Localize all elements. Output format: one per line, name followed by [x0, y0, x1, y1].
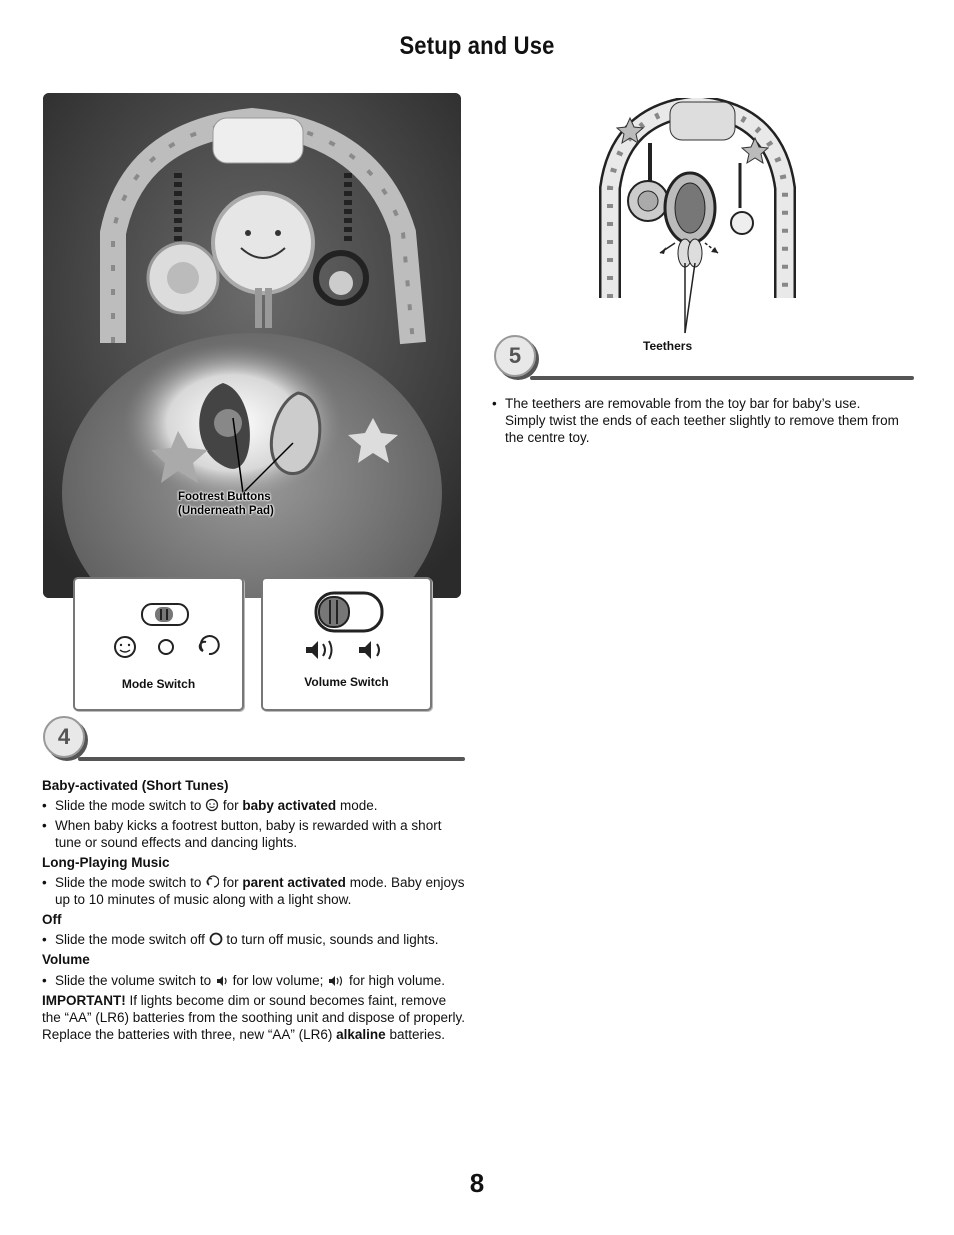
long-playing-heading: Long-Playing Music [42, 855, 170, 870]
volume-heading: Volume [42, 952, 90, 967]
footrest-callout-line2: (Underneath Pad) [178, 505, 274, 517]
off-heading: Off [42, 912, 62, 927]
low-volume-icon [359, 641, 379, 659]
baby-face-icon [115, 637, 135, 657]
step-5-rule [530, 376, 914, 380]
high-volume-icon [327, 975, 345, 987]
step-4-circle: 4 [43, 716, 85, 758]
step-4-rule [78, 757, 465, 761]
volume-switch-label: Volume Switch [304, 675, 389, 689]
mode-switch-box [73, 577, 244, 711]
toy-bar-illustration [590, 98, 805, 363]
long-bullet-1: • Slide the mode switch to for parent activated mode. Baby enjoys up to 10 minutes of music along with a light show. [42, 874, 467, 908]
page-number: 8 [469, 1168, 485, 1198]
volume-bullet-1: • Slide the volume switch to for low volume; for high volume. [42, 972, 467, 989]
step-5-circle: 5 [494, 335, 536, 377]
swirl-icon [205, 875, 219, 889]
mode-switch-label: Mode Switch [121, 677, 196, 691]
low-volume-icon [215, 975, 229, 987]
page-title: Setup and Use [399, 32, 555, 60]
swirl-icon [200, 636, 219, 654]
footrest-callout [178, 490, 274, 518]
teethers-label: Teethers [643, 339, 693, 353]
volume-switch-box [261, 577, 432, 711]
bouncer-illustration [43, 93, 461, 598]
baby-bullet-1: • Slide the mode switch to for baby activated mode. [42, 797, 467, 814]
teethers-bullet: • The teethers are removable from the toy bar for baby’s use. Simply twist the ends of each teether slightly to remove them from the centre toy. [492, 395, 902, 446]
baby-bullet-2: • When baby kicks a footrest button, baby is rewarded with a short tune or sound effects and dancing lights. [42, 817, 467, 851]
off-bullet-1: • Slide the mode switch off to turn off music, sounds and lights. [42, 931, 467, 948]
step-5-instructions [492, 395, 902, 446]
volume-switch-graphic [263, 579, 430, 709]
baby-face-icon [205, 798, 219, 812]
off-circle-icon [209, 932, 223, 946]
bouncer-photo [43, 93, 461, 598]
high-volume-icon [306, 641, 332, 659]
baby-activated-heading: Baby-activated (Short Tunes) [42, 778, 229, 793]
footrest-callout-line1: Footrest Buttons [178, 491, 271, 503]
important-note: IMPORTANT! If lights become dim or sound becomes faint, remove the “AA” (LR6) batteries from the soothing unit and dispose of properly. Replace the batteries with three, new “AA” (LR6) alkaline batteries. [42, 993, 465, 1042]
off-circle-icon [159, 640, 173, 654]
step-4-instructions [42, 777, 467, 1043]
